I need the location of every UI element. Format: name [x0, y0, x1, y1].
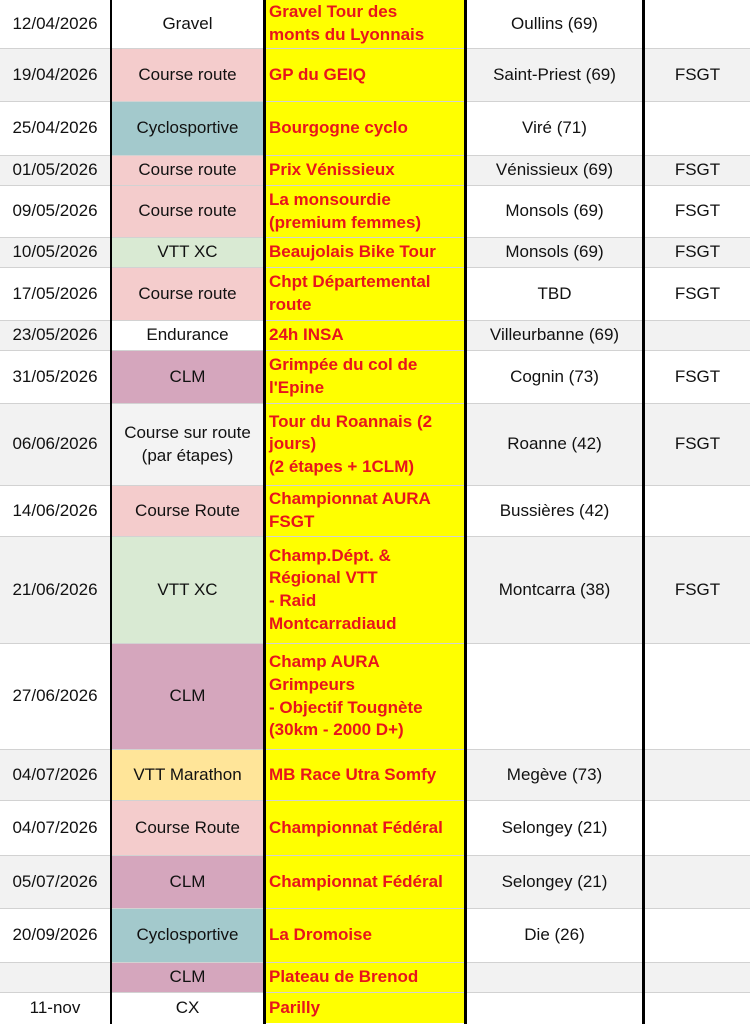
date-cell: 31/05/2026 [12, 366, 98, 386]
location-cell: Viré (71) [522, 118, 587, 138]
row-divider [0, 485, 750, 486]
date-cell: 27/06/2026 [12, 686, 98, 706]
race-name-cell: Chpt Départemental route [266, 268, 464, 320]
date-cell: 17/05/2026 [12, 283, 98, 303]
federation-cell: FSGT [674, 366, 721, 386]
location-cell: Monsols (69) [505, 242, 604, 262]
location-cell: Cognin (73) [510, 366, 599, 386]
federation-cell [645, 801, 750, 855]
race-type-cell: CLM [112, 856, 263, 908]
location-cell [467, 993, 642, 1023]
race-type-cell: VTT XC [112, 238, 263, 267]
table-row [0, 486, 750, 537]
table-row [0, 49, 750, 102]
row-divider [0, 155, 750, 156]
race-name-cell: GP du GEIQ [266, 49, 464, 101]
federation-cell [645, 486, 750, 536]
federation-cell: FSGT [674, 434, 721, 454]
location-cell: Oullins (69) [511, 13, 598, 33]
row-divider [0, 855, 750, 856]
row-divider [0, 908, 750, 909]
table-row [0, 750, 750, 801]
table-row [0, 537, 750, 644]
race-type-cell: VTT Marathon [112, 750, 263, 800]
date-cell: 25/04/2026 [12, 118, 98, 138]
table-row [0, 268, 750, 321]
race-name-cell: Plateau de Brenod [266, 963, 464, 992]
row-divider [0, 403, 750, 404]
date-cell: 21/06/2026 [12, 579, 98, 599]
race-name-cell: 24h INSA [266, 321, 464, 350]
race-type-cell: Course route [112, 186, 263, 237]
race-type-cell: Endurance [112, 321, 263, 350]
row-divider [0, 320, 750, 321]
race-type-cell: CLM [112, 963, 263, 992]
row-divider [0, 237, 750, 238]
table-row [0, 238, 750, 268]
location-cell: Roanne (42) [507, 434, 602, 454]
table-row [0, 404, 750, 486]
table-row [0, 351, 750, 404]
column-divider [263, 0, 266, 1024]
location-cell: Vénissieux (69) [495, 160, 614, 180]
location-cell: Die (26) [524, 925, 585, 945]
race-type-cell: Course route [112, 156, 263, 185]
race-type-cell: Gravel [162, 13, 213, 33]
column-divider [464, 0, 467, 1024]
row-divider [0, 643, 750, 644]
date-cell: 14/06/2026 [12, 500, 98, 520]
table-row [0, 102, 750, 156]
race-name-cell: Tour du Roannais (2 jours) (2 étapes + 1CLM) [266, 404, 464, 485]
race-name-cell: Prix Vénissieux [266, 156, 464, 185]
table-row [0, 321, 750, 351]
row-divider [0, 267, 750, 268]
row-divider [0, 350, 750, 351]
table-row [0, 186, 750, 238]
table-row [0, 993, 750, 1024]
race-name-cell: Bourgogne cyclo [266, 102, 464, 155]
location-cell: Villeurbanne (69) [489, 325, 620, 345]
race-type-cell: Course Route [112, 486, 263, 536]
race-type-cell: Cyclosportive [112, 102, 263, 155]
location-cell [467, 963, 642, 992]
federation-cell [645, 909, 750, 962]
date-cell: 10/05/2026 [12, 242, 98, 262]
date-cell [0, 963, 110, 992]
federation-cell [645, 856, 750, 908]
race-name-cell: Champ AURA Grimpeurs - Objectif Tougnète (30km - 2000 D+) [266, 644, 464, 749]
table-row [0, 963, 750, 993]
column-divider [642, 0, 645, 1024]
race-name-cell: Championnat Fédéral [266, 801, 464, 855]
federation-cell: FSGT [674, 283, 721, 303]
race-type-cell: Course sur route (par étapes) [112, 404, 263, 485]
location-cell: Montcarra (38) [498, 579, 611, 599]
table-row [0, 801, 750, 856]
race-type-cell: CLM [112, 351, 263, 403]
location-cell: Selongey (21) [501, 871, 608, 891]
race-name-cell: Champ.Dépt. & Régional VTT - Raid Montcarradiaud [266, 537, 464, 643]
row-divider [0, 800, 750, 801]
federation-cell [645, 321, 750, 350]
date-cell: 05/07/2026 [12, 871, 98, 891]
row-divider [0, 992, 750, 993]
federation-cell [645, 993, 750, 1023]
federation-cell: FSGT [674, 201, 721, 221]
date-cell: 04/07/2026 [12, 817, 98, 837]
race-name-cell: MB Race Utra Somfy [266, 750, 464, 800]
race-type-cell: VTT XC [112, 537, 263, 643]
federation-cell [645, 644, 750, 749]
race-name-cell: Beaujolais Bike Tour [266, 238, 464, 267]
table-row [0, 644, 750, 750]
column-divider [110, 0, 112, 1024]
date-cell: 06/06/2026 [12, 434, 98, 454]
race-name-cell: Gravel Tour des monts du Lyonnais [266, 0, 464, 48]
federation-cell [645, 963, 750, 992]
row-divider [0, 536, 750, 537]
location-cell: Selongey (21) [501, 817, 608, 837]
race-type-cell: Course route [112, 268, 263, 320]
location-cell: Saint-Priest (69) [493, 64, 616, 84]
race-name-cell: Grimpée du col de l'Epine [266, 351, 464, 403]
row-divider [0, 48, 750, 49]
federation-cell: FSGT [674, 160, 721, 180]
race-name-cell: Championnat AURA FSGT [266, 486, 464, 536]
date-cell: 20/09/2026 [12, 925, 98, 945]
date-cell: 19/04/2026 [12, 64, 98, 84]
federation-cell: FSGT [674, 64, 721, 84]
date-cell: 04/07/2026 [12, 764, 98, 784]
federation-cell: FSGT [674, 242, 721, 262]
location-cell [467, 644, 642, 749]
row-divider [0, 101, 750, 102]
race-type-cell: Course Route [112, 801, 263, 855]
federation-cell [645, 0, 750, 48]
race-type-cell: CX [112, 993, 263, 1023]
federation-cell [645, 102, 750, 155]
race-name-cell: La monsourdie (premium femmes) [266, 186, 464, 237]
federation-cell [645, 750, 750, 800]
location-cell: TBD [537, 283, 572, 303]
location-cell: Bussières (42) [499, 500, 610, 520]
date-cell: 11-nov [29, 997, 81, 1017]
table-row [0, 909, 750, 963]
race-type-cell: CLM [112, 644, 263, 749]
race-name-cell: Parilly [266, 993, 464, 1023]
location-cell: Megève (73) [506, 764, 603, 784]
table-row [0, 856, 750, 909]
race-name-cell: Championnat Fédéral [266, 856, 464, 908]
table-row [0, 0, 750, 49]
location-cell: Monsols (69) [505, 201, 604, 221]
row-divider [0, 749, 750, 750]
date-cell: 12/04/2026 [12, 13, 98, 33]
date-cell: 09/05/2026 [12, 201, 98, 221]
race-name-cell: La Dromoise [266, 909, 464, 962]
date-cell: 23/05/2026 [12, 325, 98, 345]
row-divider [0, 962, 750, 963]
date-cell: 01/05/2026 [12, 160, 98, 180]
federation-cell: FSGT [674, 579, 721, 599]
table-row [0, 156, 750, 186]
race-type-cell: Course route [112, 49, 263, 101]
row-divider [0, 185, 750, 186]
race-type-cell: Cyclosportive [112, 909, 263, 962]
